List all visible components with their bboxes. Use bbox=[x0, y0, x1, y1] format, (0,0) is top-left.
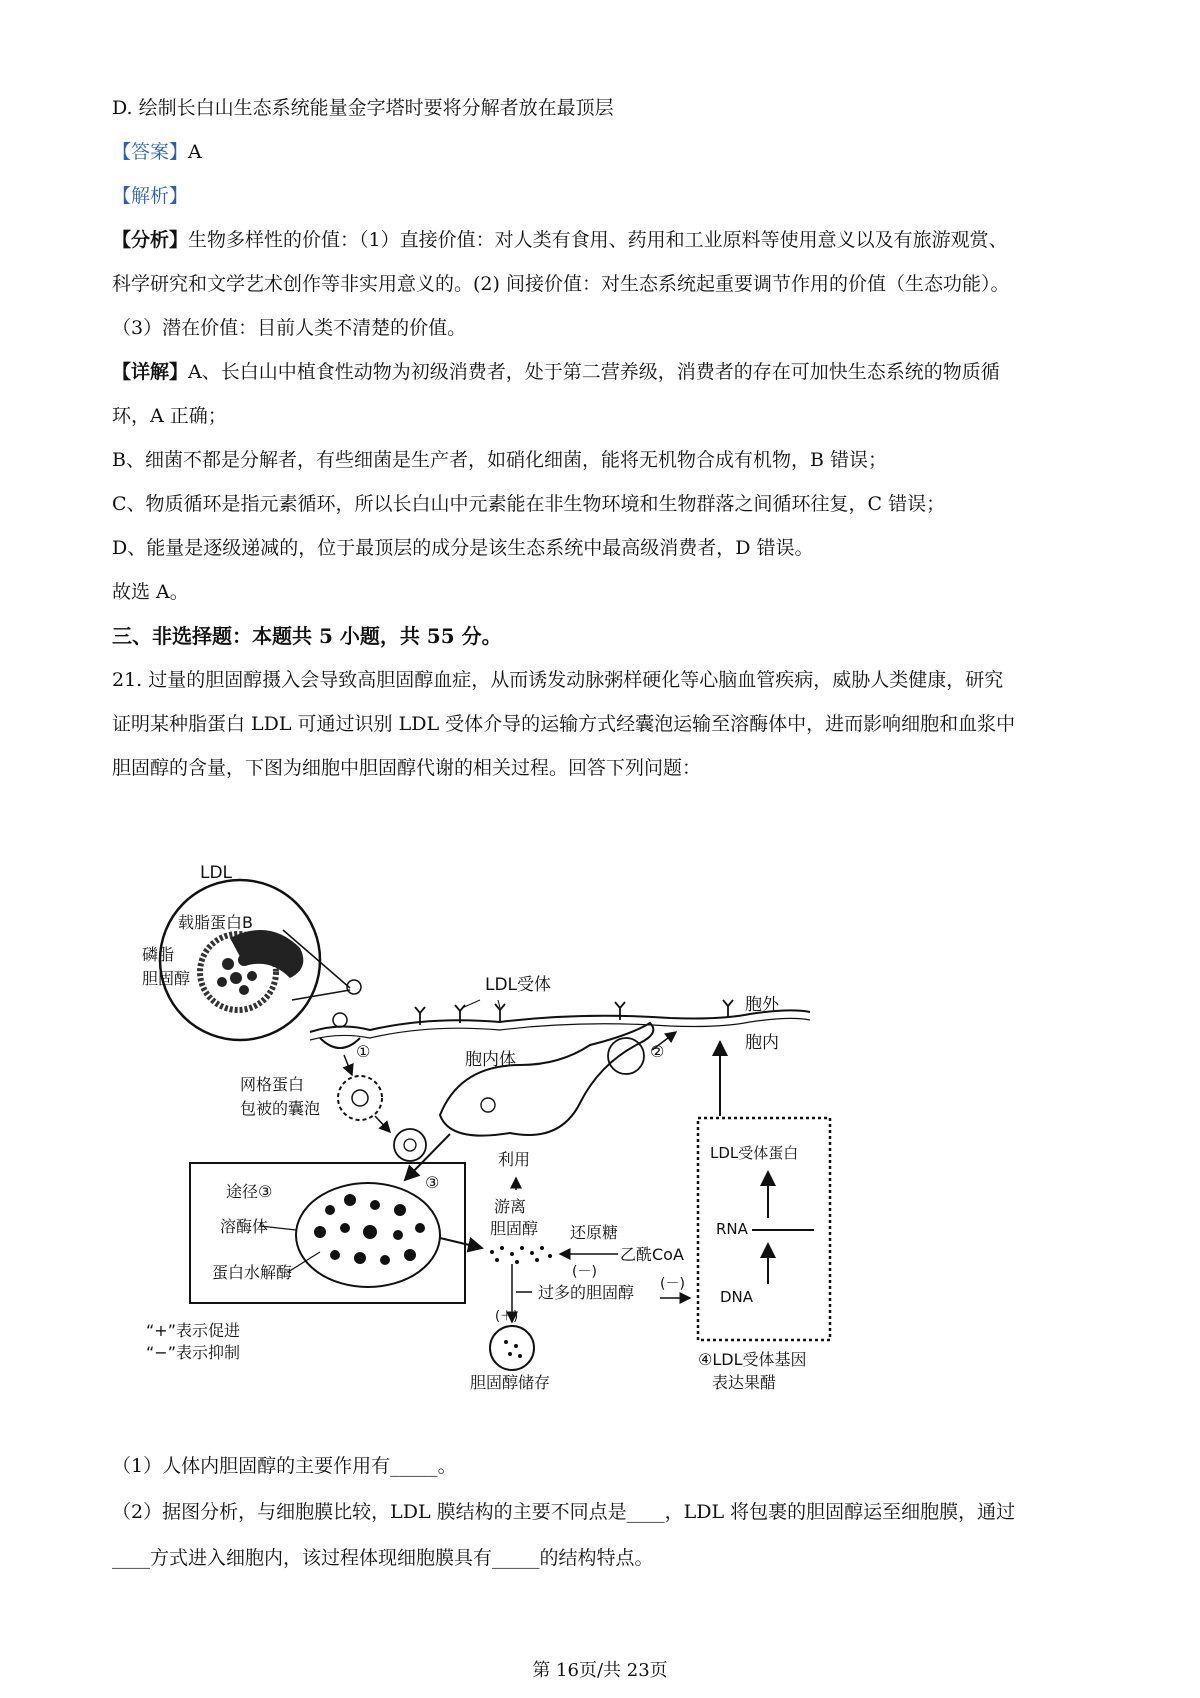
diagram-svg bbox=[120, 860, 910, 1415]
protease-label: 蛋白水解酶 bbox=[212, 1263, 293, 1282]
fenxi-line-2: 科学研究和文学艺术创作等非实用意义的。(2) 间接价值：对生态系统起重要调节作用的价值（生态功能）。 bbox=[112, 273, 1010, 295]
free-cholesterol-label-2: 胆固醇 bbox=[490, 1219, 539, 1238]
clathrin-label-1: 网格蛋白 bbox=[240, 1075, 305, 1094]
endosome-label: 胞内体 bbox=[465, 1050, 516, 1070]
promote-marker: (＋) bbox=[495, 1309, 519, 1324]
gene-label-2: 表达果醋 bbox=[712, 1373, 777, 1392]
sub-question-2-line-1: （2）据图分析，与细胞膜比较，LDL 膜结构的主要不同点是____，LDL 将包裹的胆固醇运至细胞膜，通过 bbox=[112, 1501, 1016, 1523]
step-1-marker: ① bbox=[356, 1042, 371, 1061]
cholesterol-metabolism-diagram bbox=[120, 860, 910, 1415]
ldl-receptors bbox=[415, 1000, 733, 1025]
ldl-label: LDL bbox=[200, 863, 233, 883]
apob-label: 载脂蛋白B bbox=[178, 913, 253, 932]
pathway-3-label: 途径③ bbox=[226, 1182, 273, 1201]
reducing-sugar-label: 还原糖 bbox=[570, 1223, 619, 1242]
clathrin-label-2: 包被的囊泡 bbox=[240, 1099, 321, 1118]
question-21-line-1: 21. 过量的胆固醇摄入会导致高胆固醇血症，从而诱发动脉粥样硬化等心脑血管疾病，威胁人类健康，研究 bbox=[112, 669, 1004, 691]
excess-cholesterol-label: 过多的胆固醇 bbox=[538, 1283, 635, 1302]
step-3-marker: ③ bbox=[425, 1173, 440, 1192]
ldl-receptor-label: LDL受体 bbox=[485, 975, 552, 995]
inhibit-marker-1: (－) bbox=[572, 1264, 597, 1280]
analysis-tag: 【解析】 bbox=[112, 185, 189, 207]
clathrin-vesicle bbox=[338, 1076, 382, 1120]
lysosome-enzymes bbox=[314, 1194, 425, 1265]
legend-plus: “+”表示促进 bbox=[146, 1321, 240, 1340]
storage-droplet bbox=[490, 1326, 534, 1370]
fenxi-line-1 bbox=[112, 226, 1110, 254]
xiangjie-tag: 【详解】 bbox=[112, 361, 189, 383]
cell-membrane bbox=[310, 1010, 810, 1032]
section-heading: 三、非选择题：本题共 5 小题，共 55 分。 bbox=[112, 624, 502, 648]
inside-label: 胞内 bbox=[745, 1033, 779, 1053]
choose-line: 故选 A。 bbox=[112, 581, 189, 603]
free-cholesterol-dots bbox=[490, 1246, 552, 1264]
storage-label: 胆固醇储存 bbox=[470, 1373, 551, 1392]
answer-value: A bbox=[188, 141, 202, 163]
legend-minus: “−”表示抑制 bbox=[146, 1343, 240, 1362]
acetyl-coa-label: 乙酰CoA bbox=[620, 1245, 684, 1264]
gene-label-1: ④LDL受体基因 bbox=[698, 1350, 807, 1369]
ldlr-protein-label: LDL受体蛋白 bbox=[710, 1144, 799, 1162]
phospholipid-label: 磷脂 bbox=[142, 945, 175, 964]
rna-label: RNA bbox=[716, 1220, 748, 1238]
explain-c: C、物质循环是指元素循环，所以长白山中元素能在非生物环境和生物群落之间循环往复，C 错误； bbox=[112, 493, 946, 515]
option-d: D. 绘制长白山生态系统能量金字塔时要将分解者放在最顶层 bbox=[112, 97, 614, 119]
fenxi-line-3: （3）潜在价值：目前人类不清楚的价值。 bbox=[112, 317, 467, 339]
xiangjie-line-1 bbox=[112, 358, 1110, 386]
page-footer: 第 16页/共 23页 bbox=[532, 1660, 668, 1681]
fenxi-tag: 【分析】 bbox=[112, 229, 189, 251]
fenxi-text-1: 生物多样性的价值：（1）直接价值：对人类有食用、药用和工业原料等使用意义以及有旅游观赏、 bbox=[188, 229, 1008, 251]
xiangjie-text-1: A、长白山中植食性动物为初级消费者，处于第二营养级，消费者的存在可加快生态系统的物质循 bbox=[188, 361, 1000, 383]
utilize-label: 利用 bbox=[498, 1150, 531, 1169]
endosome bbox=[440, 1023, 653, 1136]
lysosome-label: 溶酶体 bbox=[220, 1217, 269, 1236]
answer-row bbox=[112, 138, 1110, 166]
free-cholesterol-label-1: 游离 bbox=[494, 1197, 527, 1216]
sub-question-2-line-2: ____方式进入细胞内，该过程体现细胞膜具有_____的结构特点。 bbox=[112, 1547, 654, 1569]
recycling-vesicle bbox=[608, 1038, 644, 1074]
dna-label: DNA bbox=[720, 1288, 754, 1306]
question-21-line-2: 证明某种脂蛋白 LDL 可通过识别 LDL 受体介导的运输方式经囊泡运输至溶酶体中，进而影响细胞和血浆中 bbox=[112, 713, 1016, 735]
explain-d: D、能量是逐级递减的，位于最顶层的成分是该生态系统中最高级消费者，D 错误。 bbox=[112, 537, 814, 559]
explain-b: B、细菌不都是分解者，有些细菌是生产者，如硝化细菌，能将无机物合成有机物，B 错误； bbox=[112, 449, 887, 471]
xiangjie-line-2: 环，A 正确； bbox=[112, 405, 227, 427]
outside-label: 胞外 bbox=[745, 995, 779, 1015]
inhibit-marker-2: (－) bbox=[660, 1276, 685, 1292]
step-2-marker: ② bbox=[650, 1042, 665, 1061]
sub-question-1: （1）人体内胆固醇的主要作用有_____。 bbox=[112, 1455, 457, 1477]
question-21-line-3: 胆固醇的含量，下图为细胞中胆固醇代谢的相关过程。回答下列问题： bbox=[112, 757, 702, 779]
answer-tag: 【答案】 bbox=[112, 141, 189, 163]
cholesterol-label: 胆固醇 bbox=[142, 969, 191, 988]
